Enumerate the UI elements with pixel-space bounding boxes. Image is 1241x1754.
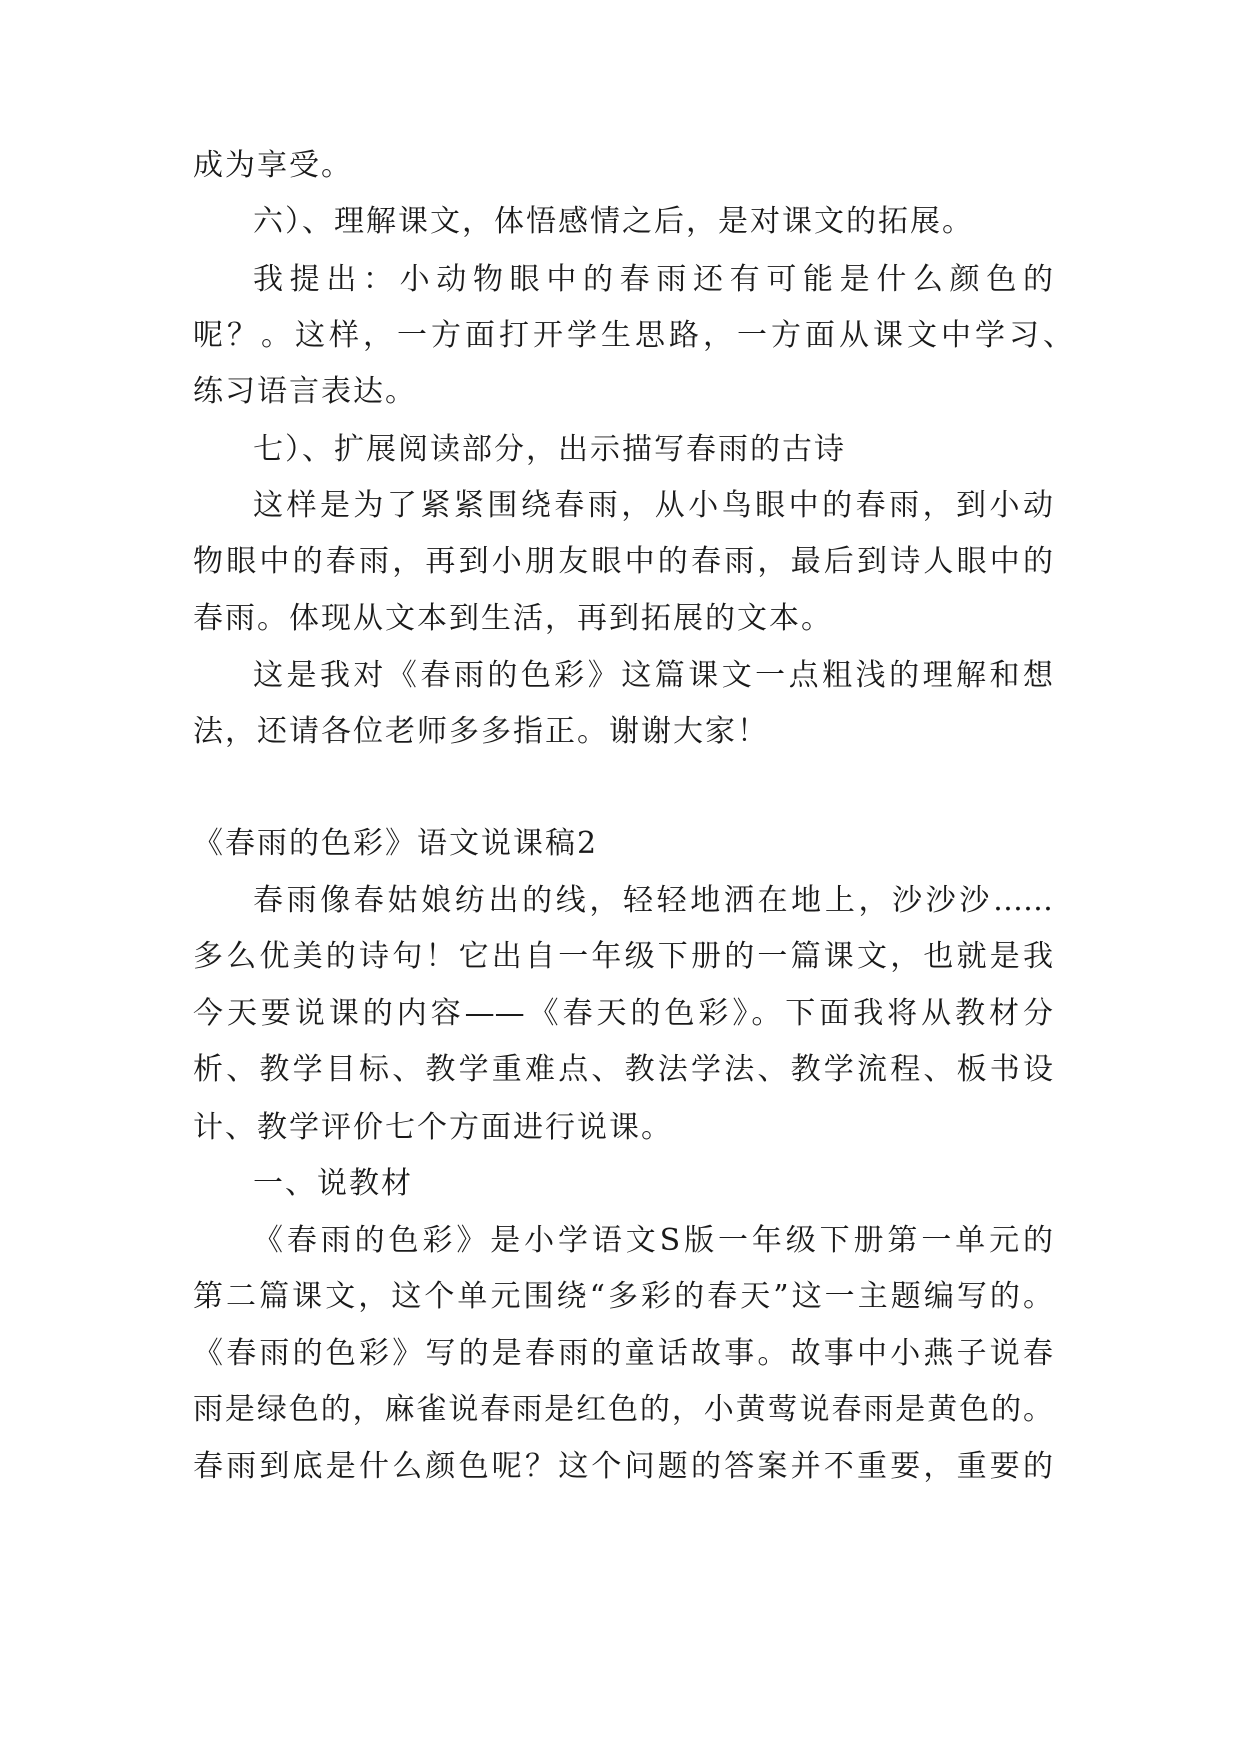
paragraph-line: 析、教学目标、教学重难点、教法学法、教学流程、板书设: [193, 1052, 1053, 1087]
paragraph-line: 雨是绿色的，麻雀说春雨是红色的，小黄莺说春雨是黄色的。: [193, 1392, 1053, 1427]
section-heading: 七）、扩展阅读部分，出示描写春雨的古诗: [253, 432, 846, 467]
paragraph-line: 计、教学评价七个方面进行说课。: [193, 1110, 673, 1145]
text-line: 成为享受。: [193, 148, 353, 183]
paragraph-line: 《春雨的色彩》是小学语文S版一年级下册第一单元的: [253, 1223, 1053, 1258]
paragraph-line: 呢？。这样，一方面打开学生思路，一方面从课文中学习、: [193, 318, 1073, 353]
paragraph-line: 练习语言表达。: [193, 374, 417, 409]
paragraph-line: 这是我对《春雨的色彩》这篇课文一点粗浅的理解和想: [253, 658, 1053, 693]
paragraph-line: 《春雨的色彩》写的是春雨的童话故事。故事中小燕子说春: [193, 1336, 1053, 1371]
paragraph-line: 法，还请各位老师多多指正。谢谢大家！: [193, 714, 769, 749]
paragraph-line: 物眼中的春雨，再到小朋友眼中的春雨，最后到诗人眼中的: [193, 544, 1053, 579]
article-title: 《春雨的色彩》语文说课稿2: [193, 826, 599, 861]
section-heading: 一、说教材: [253, 1166, 413, 1201]
paragraph-line: 春雨到底是什么颜色呢？这个问题的答案并不重要，重要的: [193, 1449, 1053, 1484]
paragraph-line: 这样是为了紧紧围绕春雨，从小鸟眼中的春雨，到小动: [253, 488, 1053, 523]
paragraph-line: 春雨。体现从文本到生活，再到拓展的文本。: [193, 601, 833, 636]
paragraph-line: 春雨像春姑娘纺出的线，轻轻地洒在地上，沙沙沙……: [253, 883, 1053, 918]
paragraph-line: 多么优美的诗句！它出自一年级下册的一篇课文，也就是我: [193, 939, 1053, 974]
paragraph-line: 我提出：小动物眼中的春雨还有可能是什么颜色的: [253, 262, 1053, 297]
paragraph-line: 第二篇课文，这个单元围绕“多彩的春天”这一主题编写的。: [193, 1279, 1053, 1314]
paragraph-line: 今天要说课的内容——《春天的色彩》。下面我将从教材分: [193, 996, 1053, 1031]
section-heading: 六）、理解课文，体悟感情之后，是对课文的拓展。: [253, 204, 974, 239]
